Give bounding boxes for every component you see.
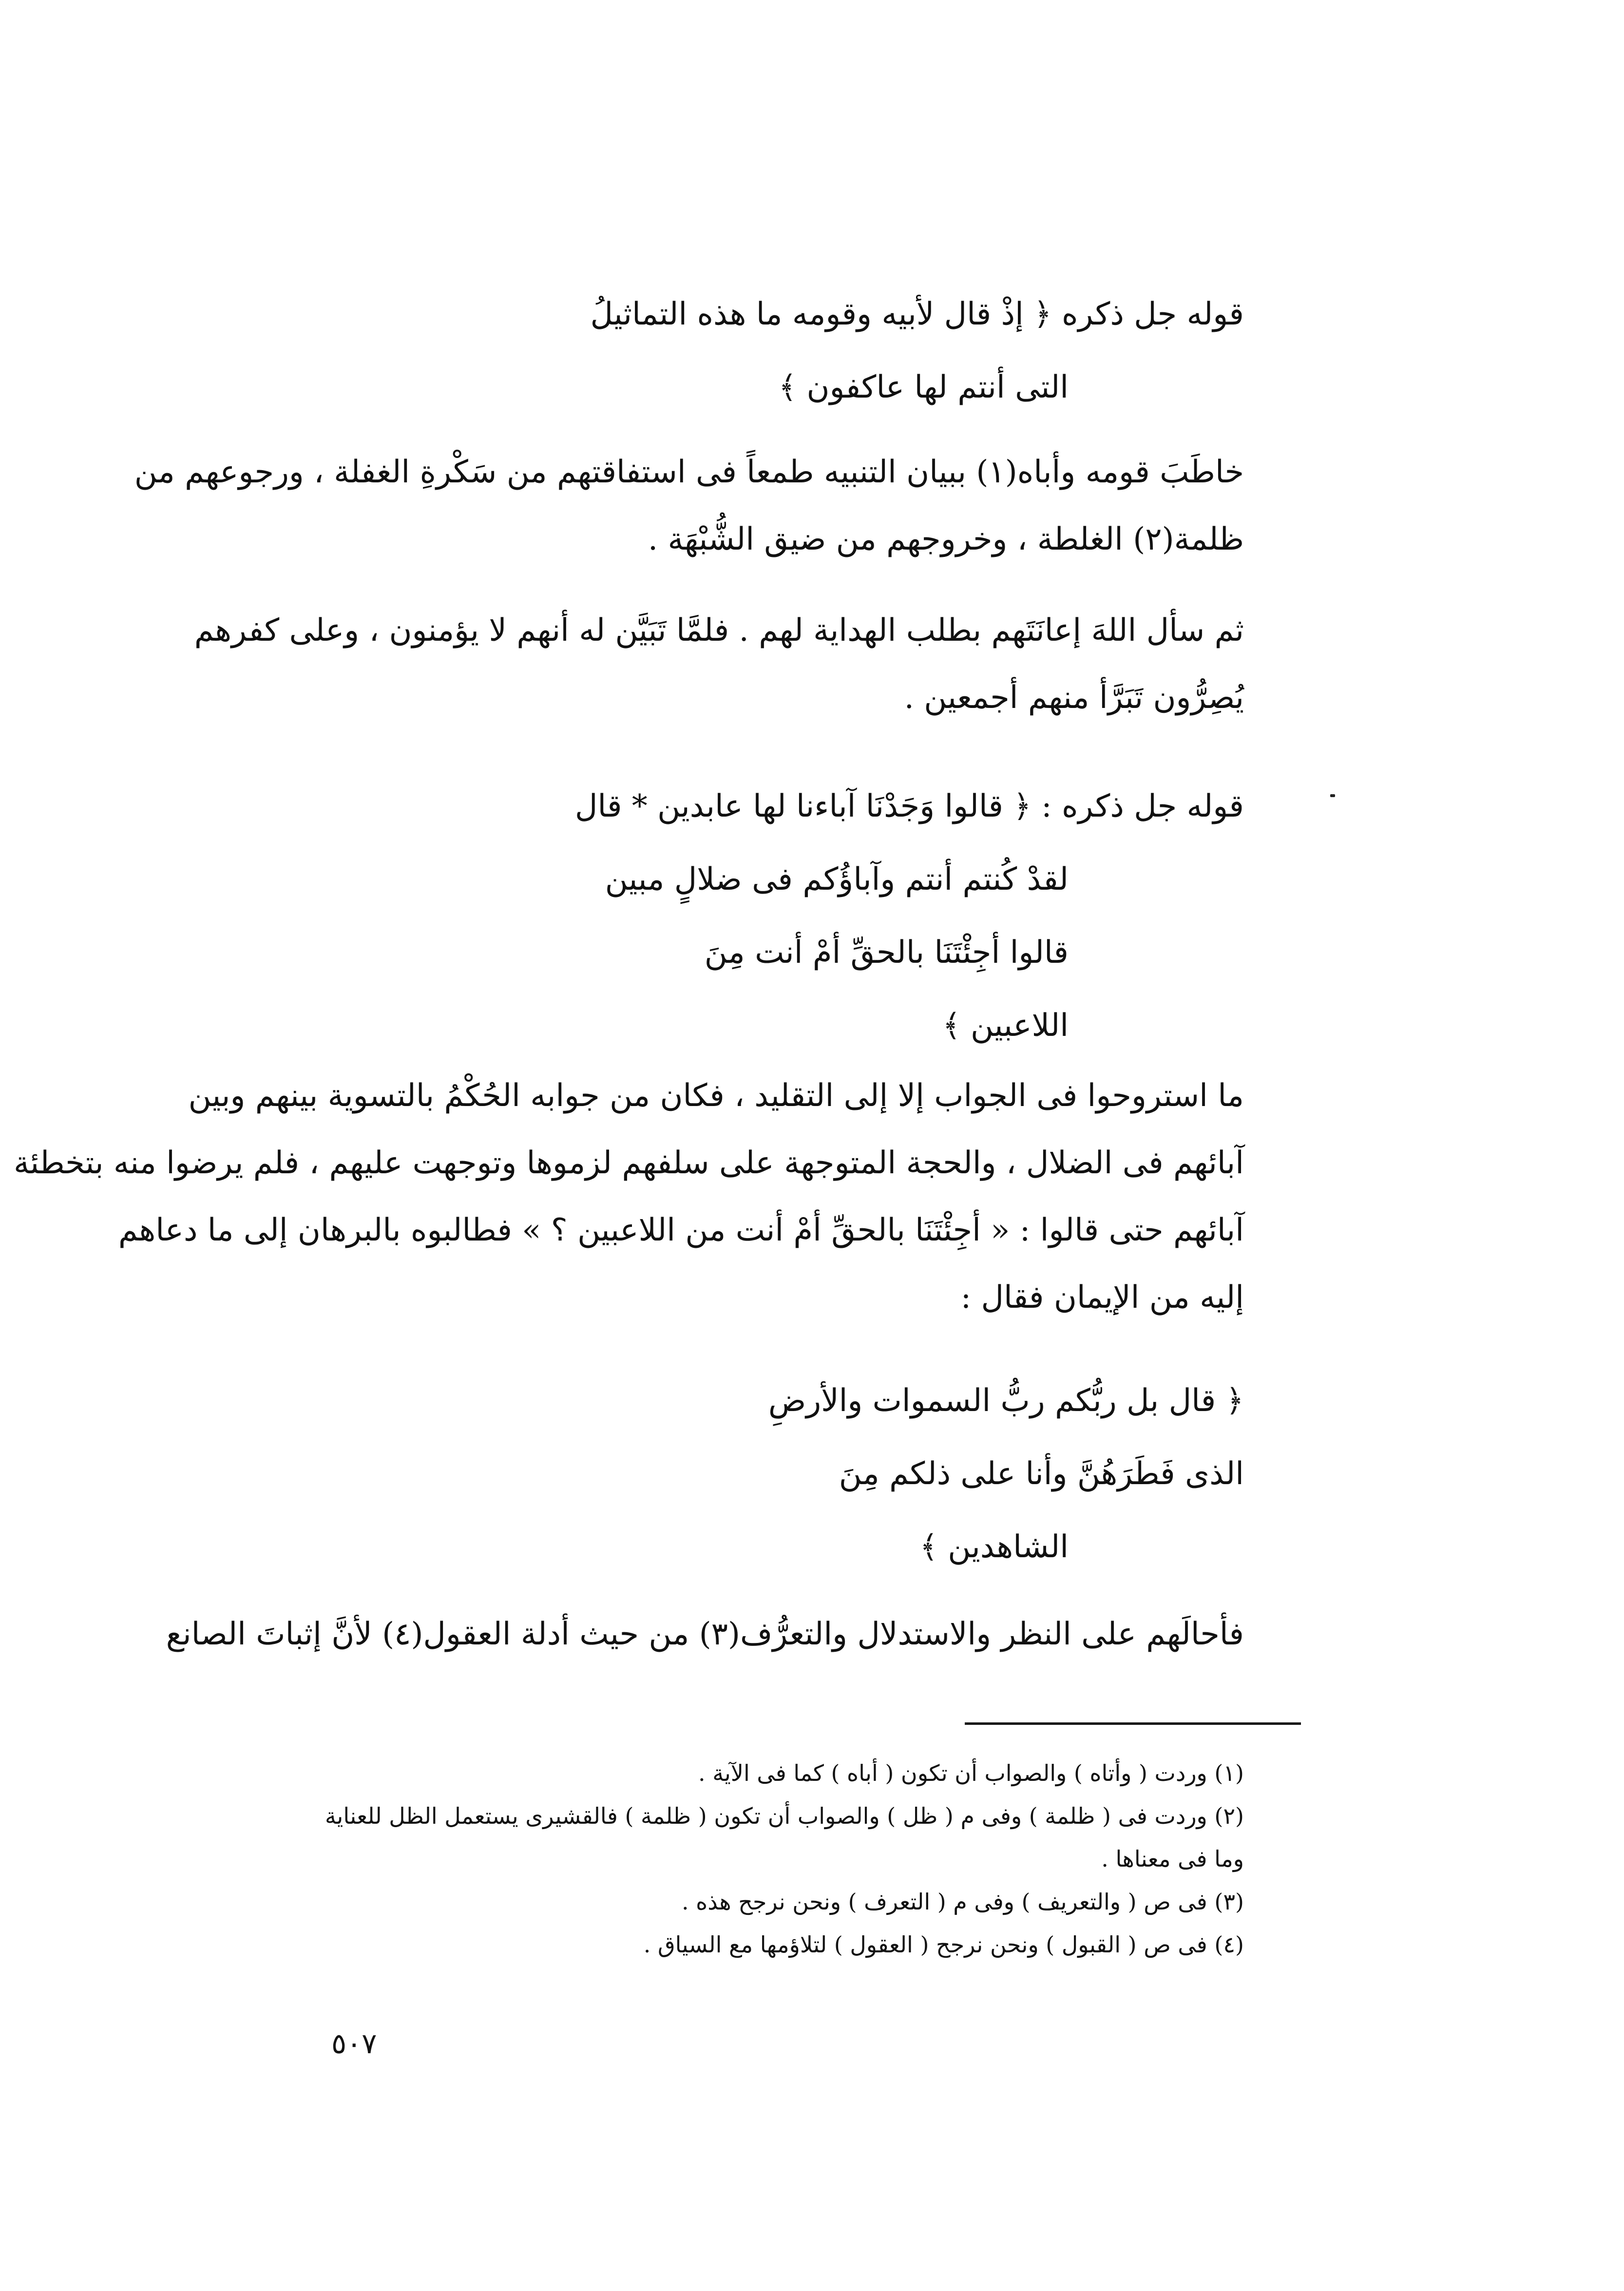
- paragraph-line: ما استروحوا فى الجواب إلا إلى التقليد ، فكان من جوابه الحُكْمُ بالتسوية بينهم وبين: [188, 1078, 1244, 1114]
- footnotes: [172, 1752, 1244, 1966]
- verse-line: ﴿ قال بل ربُّكم ربُّ السموات والأرضِ: [768, 1383, 1244, 1419]
- verse-line: لقدْ كُنتم أنتم وآباؤُكم فى ضلالٍ مبين: [605, 861, 1069, 897]
- paragraph-line: ظلمة(٢) الغلطة ، وخروجهم من ضيق الشُّبْهَة .: [648, 521, 1244, 557]
- verse-line: قوله جل ذكره : ﴿ قالوا وَجَدْنَا آباءنا لها عابدين * قال: [574, 788, 1244, 824]
- paragraph-line: إليه من الإيمان فقال :: [960, 1279, 1244, 1316]
- footnote-separator: [965, 1722, 1301, 1725]
- footnote-line: (٣) فى ص ( والتعريف ) وفى م ( التعرف ) ونحن نرجح هذه .: [681, 1889, 1244, 1915]
- paragraph-line: آبائهم فى الضلال ، والحجة المتوجهة على سلفهم لزموها وتوجهت عليهم ، فلم يرضوا منه بتخطئة: [13, 1145, 1244, 1181]
- paragraph-line: خاطَبَ قومه وأباه(١) ببيان التنبيه طمعاً فى استفاقتهم من سَكْرةِ الغفلة ، ورجوعهم من: [134, 454, 1244, 490]
- verse-line: قوله جل ذكره ﴿ إذْ قال لأبيه وقومه ما هذه التماثيلُ: [590, 296, 1244, 332]
- verse-heading-2: [172, 770, 1244, 1062]
- commentary-paragraph-1: [134, 439, 1244, 573]
- commentary-paragraph-3: [13, 1062, 1244, 1331]
- verse-line: اللاعبين ﴾: [942, 1008, 1069, 1044]
- verse-line: الشاهدين ﴾: [919, 1529, 1069, 1565]
- scan-speck: [1330, 794, 1335, 797]
- footnote-line: وما فى معناها .: [1101, 1846, 1244, 1872]
- verse-heading-1: [172, 278, 1244, 424]
- commentary-paragraph-4: [166, 1601, 1244, 1668]
- verse-line: التى أنتم لها عاكفون ﴾: [778, 369, 1069, 405]
- commentary-paragraph-2: [172, 597, 1244, 731]
- verse-line: الذى فَطَرَهُنَّ وأنا على ذلكم مِنَ: [839, 1456, 1244, 1492]
- footnote-line: (١) وردت ( وأتاه ) والصواب أن تكون ( أباه ) كما فى الآية .: [698, 1760, 1244, 1786]
- footnote-line: (٤) فى ص ( القبول ) ونحن نرجح ( العقول ) لتلاؤمها مع السياق .: [643, 1931, 1244, 1958]
- verse-line: قالوا أجِئْتَنَا بالحقِّ أمْ أنت مِنَ: [704, 935, 1069, 971]
- page-number: ٥٠٧: [331, 2027, 377, 2060]
- paragraph-line: يُصِرُّون تَبَرَّأ منهم أجمعين .: [904, 680, 1244, 716]
- footnote-line: (٢) وردت فى ( ظلمة ) وفى م ( ظل ) والصواب أن تكون ( ظلمة ) فالقشيرى يستعمل الظل للعناية: [325, 1803, 1244, 1829]
- paragraph-line: آبائهم حتى قالوا : « أجِئْتَنَا بالحقِّ أمْ أنت من اللاعبين ؟ » فطالبوه بالبرهان إلى ما دعاهم: [118, 1212, 1244, 1248]
- verse-heading-3: [172, 1364, 1244, 1584]
- paragraph-line: فأحالَهم على النظر والاستدلال والتعرُّف(٣) من حيث أدلة العقول(٤) لأنَّ إثباتَ الصانع: [166, 1616, 1244, 1652]
- paragraph-line: ثم سأل اللهَ إعانَتَهم بطلب الهداية لهم . فلمَّا تَبَيَّن له أنهم لا يؤمنون ، وعلى كفرهم: [194, 612, 1244, 649]
